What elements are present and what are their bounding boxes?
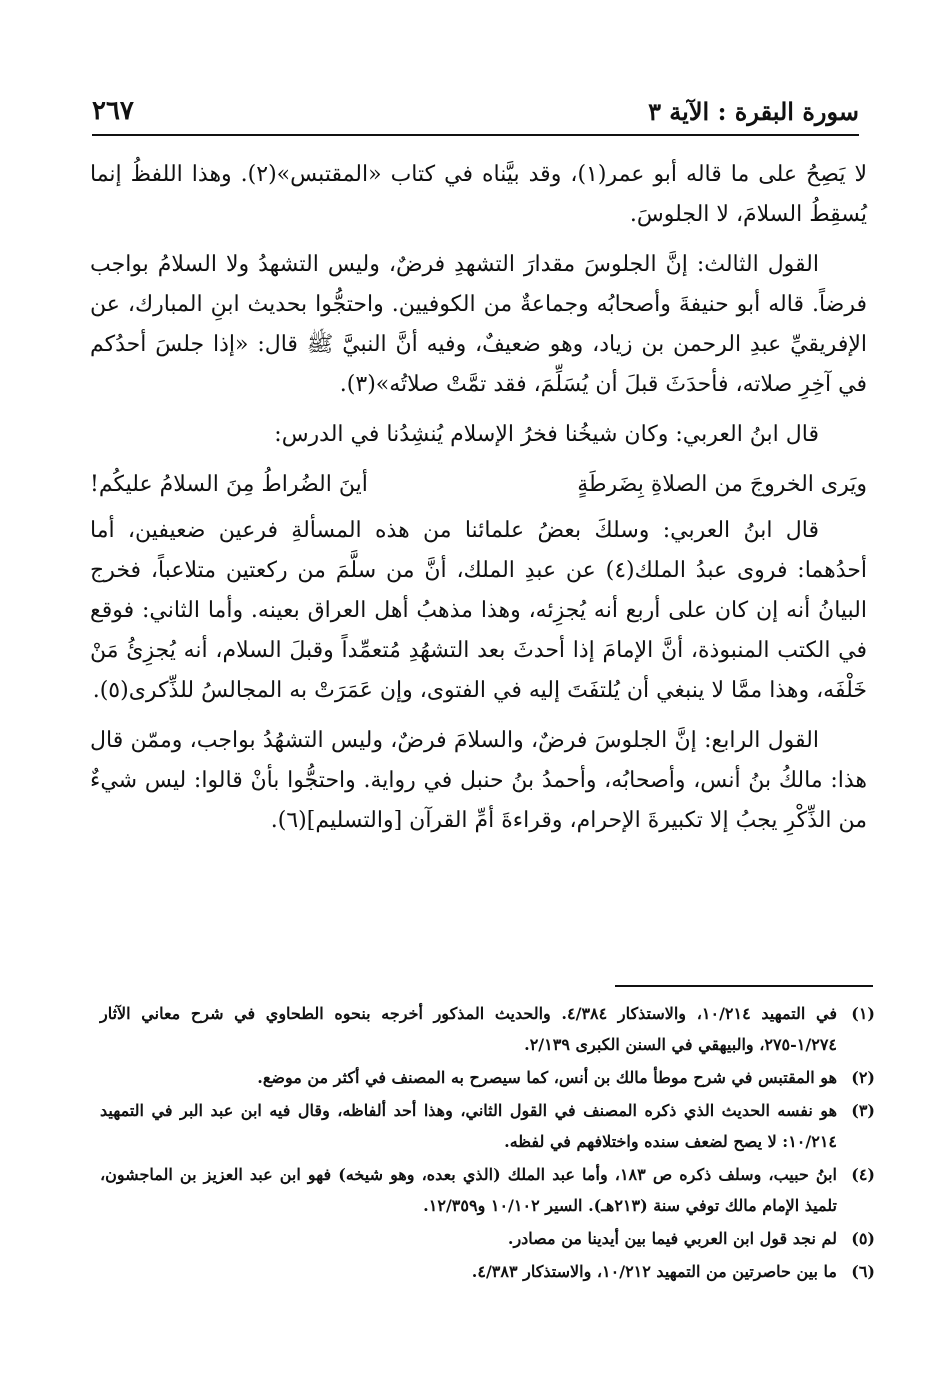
page-number: ٢٦٧ <box>92 96 134 126</box>
footnote <box>100 1159 875 1221</box>
footnote-number: (٢) <box>851 1068 875 1087</box>
poem-verse <box>90 465 867 505</box>
footnote-text: ما بين حاصرتين من التمهيد ١٠/٢١٢، والاستذكار ٤/٣٨٣. <box>471 1262 837 1281</box>
footnote-text: ابنُ حبيب، وسلف ذكره ص ١٨٣، وأما عبد الملك (الذي بعده، وهو شيخه) فهو ابن عبد العزيز بن الماجشون، تلميذ الإمام مالك توفي سنة (٢١٣هـ). السير ١٠/١٠٢ و١٢/٣٥٩. <box>100 1165 838 1215</box>
chapter-title: سورة البقرة : الآية ٣ <box>648 97 859 126</box>
footnote <box>100 1095 875 1157</box>
footnote-text: هو نفسه الحديث الذي ذكره المصنف في القول الثاني، وهذا أحد ألفاظه، وقال فيه ابن عبد البر في التمهيد ١٠/٢١٤: لا يصح لضعف سنده واختلافهم في لفظه. <box>100 1101 837 1151</box>
footnote <box>100 1256 875 1287</box>
footnote-text: في التمهيد ١٠/٢١٤، والاستذكار ٤/٣٨٤. والحديث المذكور أخرجه بنحوه الطحاوي في شرح معاني الآثار ١/٢٧٤-٢٧٥، والبيهقي في السنن الكبرى ٢/١٣٩. <box>100 1004 838 1054</box>
footnotes <box>100 998 875 1289</box>
footnote-text: هو المقتبس في شرح موطأ مالك بن أنس، كما سيصرح به المصنف في أكثر من موضع. <box>257 1068 837 1087</box>
footnote-number: (٤) <box>851 1165 875 1184</box>
footnote <box>100 1062 875 1093</box>
paragraph-1: لا يَصِحُ على ما قاله أبو عمر(١)، وقد بيَّناه في كتاب «المقتبس»(٢). وهذا اللفظُ إنما يُسقِطُ السلامَ، لا الجلوسَ. <box>90 162 867 227</box>
paragraph-3: قال ابنُ العربي: وكان شيخُنا فخرُ الإسلام يُنشِدُنا في الدرس: <box>274 422 819 447</box>
footnote <box>100 998 875 1060</box>
verse-first-hemistich: ويَرى الخروجَ من الصلاةِ بِضَرطَةٍ <box>577 472 867 497</box>
footnote-separator <box>615 985 873 987</box>
paragraph-2: القول الثالث: إنَّ الجلوسَ مقدارَ التشهدِ فرضٌ، وليس التشهدُ ولا السلامُ بواجب فرضاً. قاله أبو حنيفةَ وأصحابُه وجماعةٌ من الكوفيين. واحتجُّوا بحديث ابنِ المبارك، عن الإفريقيِّ عبدِ الرحمن بن زياد، وهو ضعيفٌ، وفيه أنَّ النبيَّ ﷺ قال: «إذا جلسَ أحدُكم في آخِرِ صلاته، فأحدَثَ قبلَ أن يُسَلِّمَ، فقد تمَّتْ صلاتُه»(٣). <box>90 252 867 397</box>
footnote-number: (٥) <box>851 1229 875 1248</box>
footnote <box>100 1223 875 1254</box>
main-text <box>90 155 867 851</box>
paragraph-4: قال ابنُ العربي: وسلكَ بعضُ علمائنا من هذه المسألةِ فرعين ضعيفين، أما أحدُهما: فروى عبدُ الملك(٤) عن عبدِ الملك، أنَّ من سلَّمَ من ركعتين متلاعباً، فخرج البيانُ أنه إن كان على أربع أنه يُجزِئه، وهذا مذهبُ أهل العراق بعينه. وأما الثاني: فوقع في الكتب المنبوذة، أنَّ الإمامَ إذا أحدثَ بعد التشهُدِ مُتعمِّداً وقبلَ السلام، أنه يُجزِئُ مَنْ خَلْفَه، وهذا ممَّا لا ينبغي أن يُلتفَتَ إليه في الفتوى، وإن عَمَرَتْ به المجالسُ للذِّكرى(٥). <box>90 518 867 703</box>
footnote-number: (٦) <box>851 1262 875 1281</box>
paragraph-5: القول الرابع: إنَّ الجلوسَ فرضٌ، والسلامَ فرضٌ، وليس التشهُدُ بواجب، وممّن قال هذا: مالكُ بنُ أنس، وأصحابُه، وأحمدُ بنُ حنبل في رواية. واحتجُّوا بأنْ قالوا: ليس شيءٌ من الذِّكْرِ يجبُ إلا تكبيرةَ الإحرام، وقراءةَ أمِّ القرآن [والتسليم](٦). <box>90 728 867 833</box>
footnote-number: (١) <box>851 1004 875 1023</box>
running-header <box>92 78 859 136</box>
verse-second-hemistich: أينَ الضُراطُ مِنَ السلامُ عليكُم! <box>90 472 368 497</box>
footnote-text: لم نجد قول ابن العربي فيما بين أيدينا من مصادر. <box>507 1229 837 1248</box>
footnote-number: (٣) <box>851 1101 875 1120</box>
